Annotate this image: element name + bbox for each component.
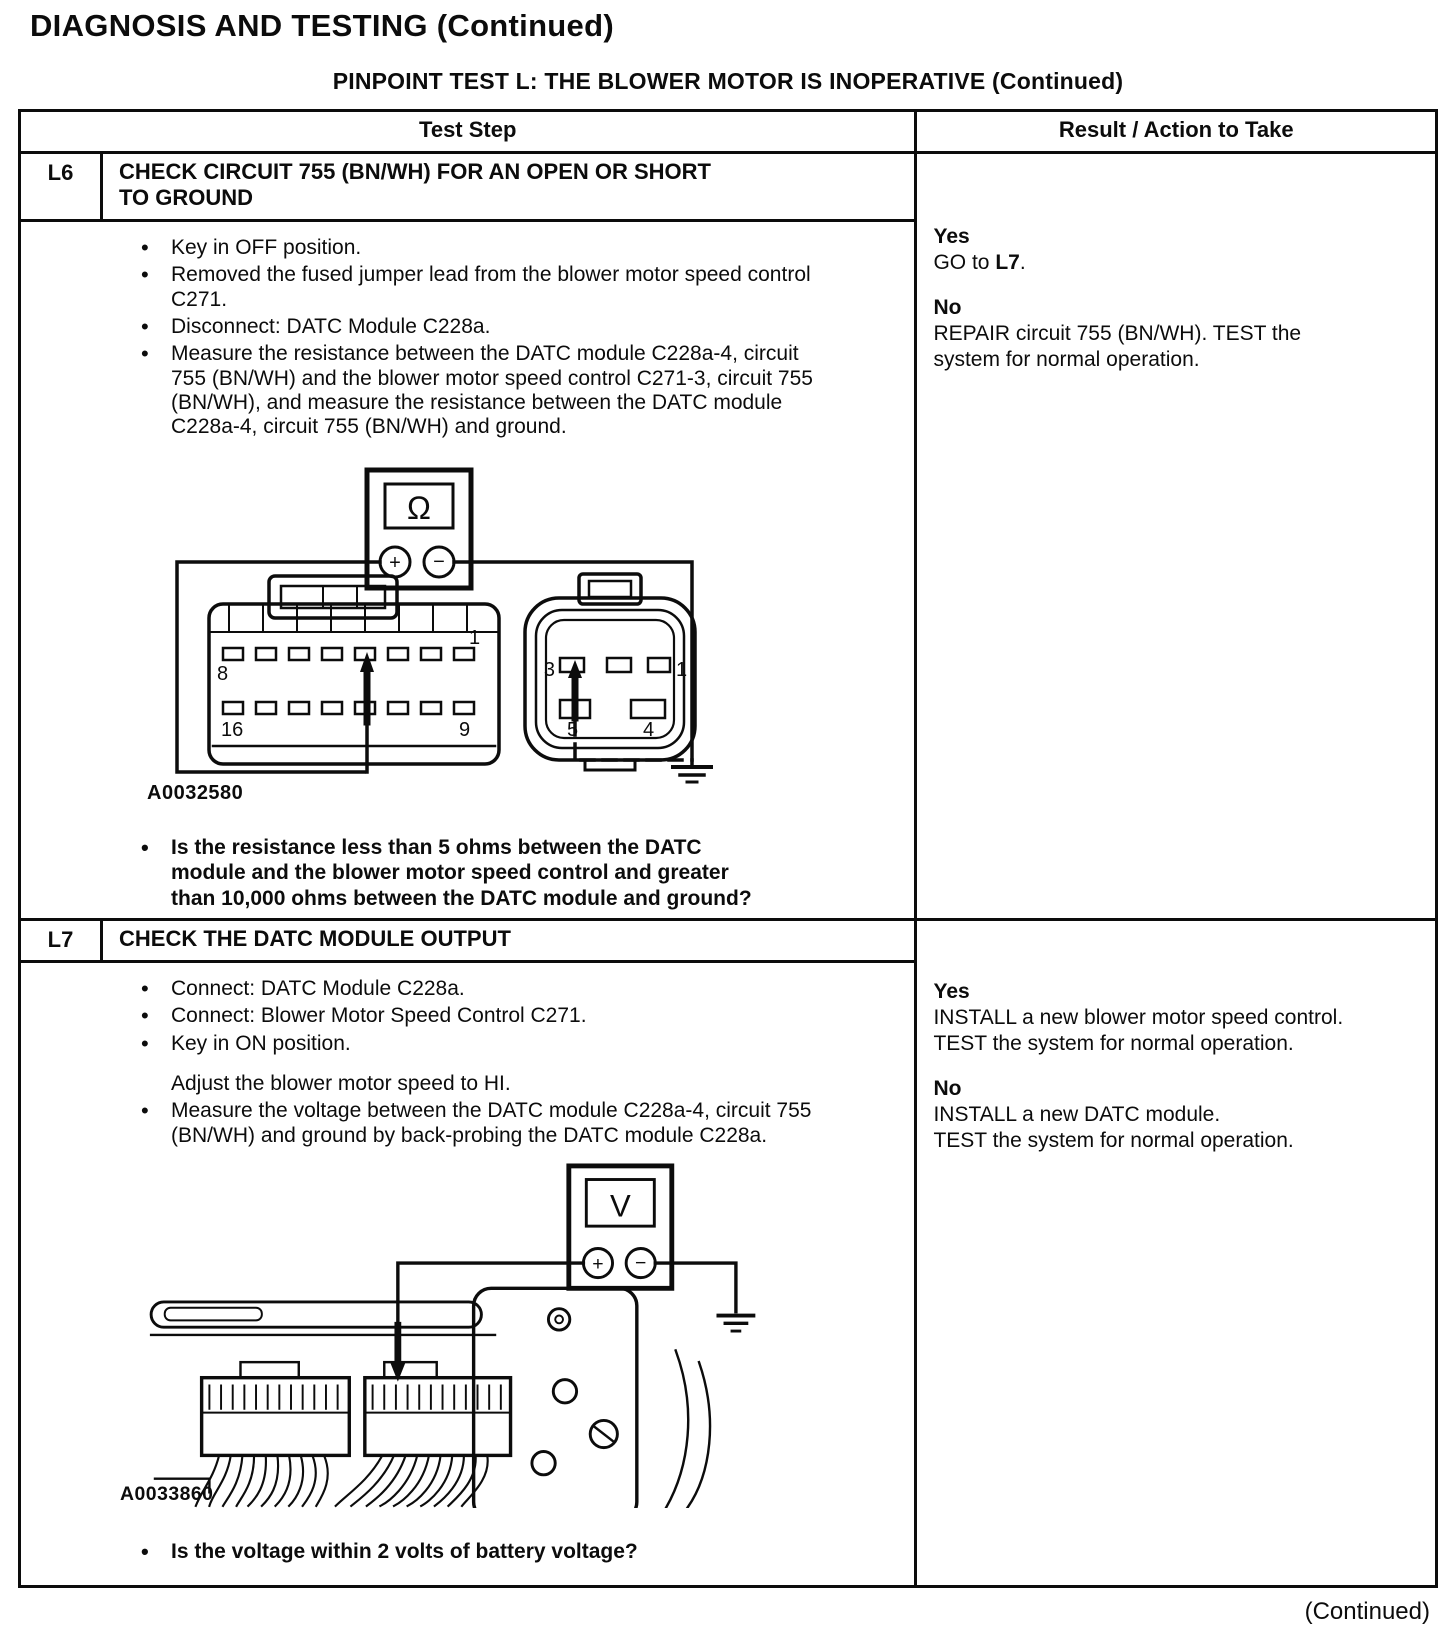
- pin-label: 16: [221, 718, 244, 741]
- table-row: [21, 921, 1435, 1585]
- connector-16-pin: [209, 576, 499, 764]
- yes-action: Yes GO to L7.: [933, 224, 1415, 277]
- connector-5-pin: [525, 574, 695, 770]
- step-number: L6: [21, 154, 103, 219]
- no-action-text: REPAIR circuit 755 (BN/WH). TEST the system for normal operation.: [933, 321, 1302, 371]
- page: [0, 8, 1456, 1625]
- figure-code: A0033860: [120, 1483, 214, 1506]
- probe-arrow-icon: [568, 660, 582, 678]
- plus-terminal: +: [592, 1252, 604, 1275]
- list-item: • Disconnect: DATC Module C228a.: [21, 315, 831, 339]
- page-title: DIAGNOSIS AND TESTING (Continued): [30, 8, 614, 43]
- list-item: • Connect: Blower Motor Speed Control C271.: [21, 1004, 831, 1028]
- pinpoint-test-subtitle: PINPOINT TEST L: THE BLOWER MOTOR IS INOPERATIVE (Continued): [332, 68, 1124, 94]
- wire-bundle-right: [336, 1455, 488, 1506]
- list-item: • Measure the resistance between the DATC module C228a-4, circuit 755 (BN/WH) and the blower motor speed control C271-3, circuit 755 (BN/WH), and measure the resistance between the DATC module C228a-4, circuit 755 (BN/WH) and ground.: [21, 342, 831, 439]
- list-item: Adjust the blower motor speed to HI.: [171, 1071, 511, 1095]
- table-row: [21, 154, 1435, 921]
- result-cell-l7: [917, 921, 1435, 1585]
- minus-terminal: −: [433, 550, 445, 573]
- no-label: No: [933, 295, 962, 319]
- step-instructions: [21, 236, 914, 440]
- ohm-symbol: Ω: [407, 489, 431, 526]
- yes-action-text: INSTALL a new blower motor speed control.: [933, 1006, 1344, 1030]
- wire-bundle-left: [196, 1455, 328, 1506]
- step-instructions: [21, 977, 914, 1148]
- column-header-test-step: Test Step: [21, 112, 917, 151]
- list-item: • Key in ON position.: [21, 1032, 831, 1056]
- list-item: • Measure the voltage between the DATC module C228a-4, circuit 755 (BN/WH) and ground by back-probing the DATC module C228a.: [21, 1099, 831, 1148]
- pin-label: 9: [459, 718, 471, 741]
- step-title: CHECK THE DATC MODULE OUTPUT: [119, 925, 511, 951]
- step-head-l7: [21, 921, 914, 963]
- column-header-result: Result / Action to Take: [1058, 117, 1294, 142]
- list-item: • Removed the fused jumper lead from the blower motor speed control C271.: [21, 263, 831, 312]
- table-header-row: [21, 112, 1435, 154]
- no-action: [933, 1076, 1415, 1155]
- pin-label: 1: [676, 658, 688, 681]
- pinpoint-test-table: [18, 109, 1438, 1588]
- probe-arrow-icon: [360, 652, 374, 672]
- figure-ohmmeter-connectors: [117, 464, 914, 809]
- figure-voltmeter-module: [87, 1158, 914, 1513]
- yes-action-text: TEST the system for normal operation.: [933, 1032, 1294, 1056]
- pin-label: 3: [543, 658, 555, 681]
- list-item: • Connect: DATC Module C228a.: [21, 977, 831, 1001]
- figure-code: A0032580: [147, 781, 244, 804]
- pin-label: 4: [643, 718, 655, 741]
- voltmeter-icon: [569, 1166, 672, 1288]
- step-number: L7: [21, 921, 103, 960]
- step-question: • Is the voltage within 2 volts of battery voltage?: [21, 1539, 771, 1565]
- ground-icon: [718, 1316, 753, 1332]
- step-head-l6: [21, 154, 914, 222]
- positive-lead-wire: [398, 1263, 584, 1325]
- test-step-cell-l6: [21, 154, 917, 918]
- list-item: • Key in OFF position.: [21, 236, 831, 260]
- continued-note: (Continued): [1304, 1597, 1430, 1625]
- volt-symbol: V: [609, 1188, 631, 1224]
- step-question: • Is the resistance less than 5 ohms between the DATC module and the blower motor speed control and greater than 10,000 ohms between the DATC module and ground?: [21, 835, 771, 912]
- step-body-l7: [21, 963, 914, 1585]
- yes-action: [933, 979, 1415, 1058]
- ohmmeter-icon: [367, 470, 471, 588]
- no-action: [933, 295, 1415, 374]
- pin-label: 8: [217, 662, 229, 685]
- no-action-text: INSTALL a new DATC module.: [933, 1102, 1221, 1126]
- step-body-l6: [21, 222, 914, 918]
- step-title: CHECK CIRCUIT 755 (BN/WH) FOR AN OPEN OR SHORT TO GROUND: [119, 159, 711, 210]
- yes-action-text: GO to: [933, 251, 996, 275]
- pin-label: 5: [567, 718, 579, 741]
- yes-label: Yes: [933, 979, 970, 1003]
- goto-step-ref: L7: [995, 251, 1020, 275]
- harness-connectors: [155, 1351, 710, 1508]
- result-cell-l6: [917, 154, 1435, 918]
- minus-terminal: −: [635, 1251, 647, 1274]
- plus-terminal: +: [389, 551, 401, 574]
- yes-label: Yes: [933, 225, 970, 248]
- pin-label: 1: [469, 626, 481, 649]
- test-step-cell-l7: [21, 921, 917, 1585]
- no-action-text: TEST the system for normal operation.: [933, 1129, 1294, 1153]
- ground-icon: [673, 760, 711, 782]
- no-label: No: [933, 1076, 962, 1100]
